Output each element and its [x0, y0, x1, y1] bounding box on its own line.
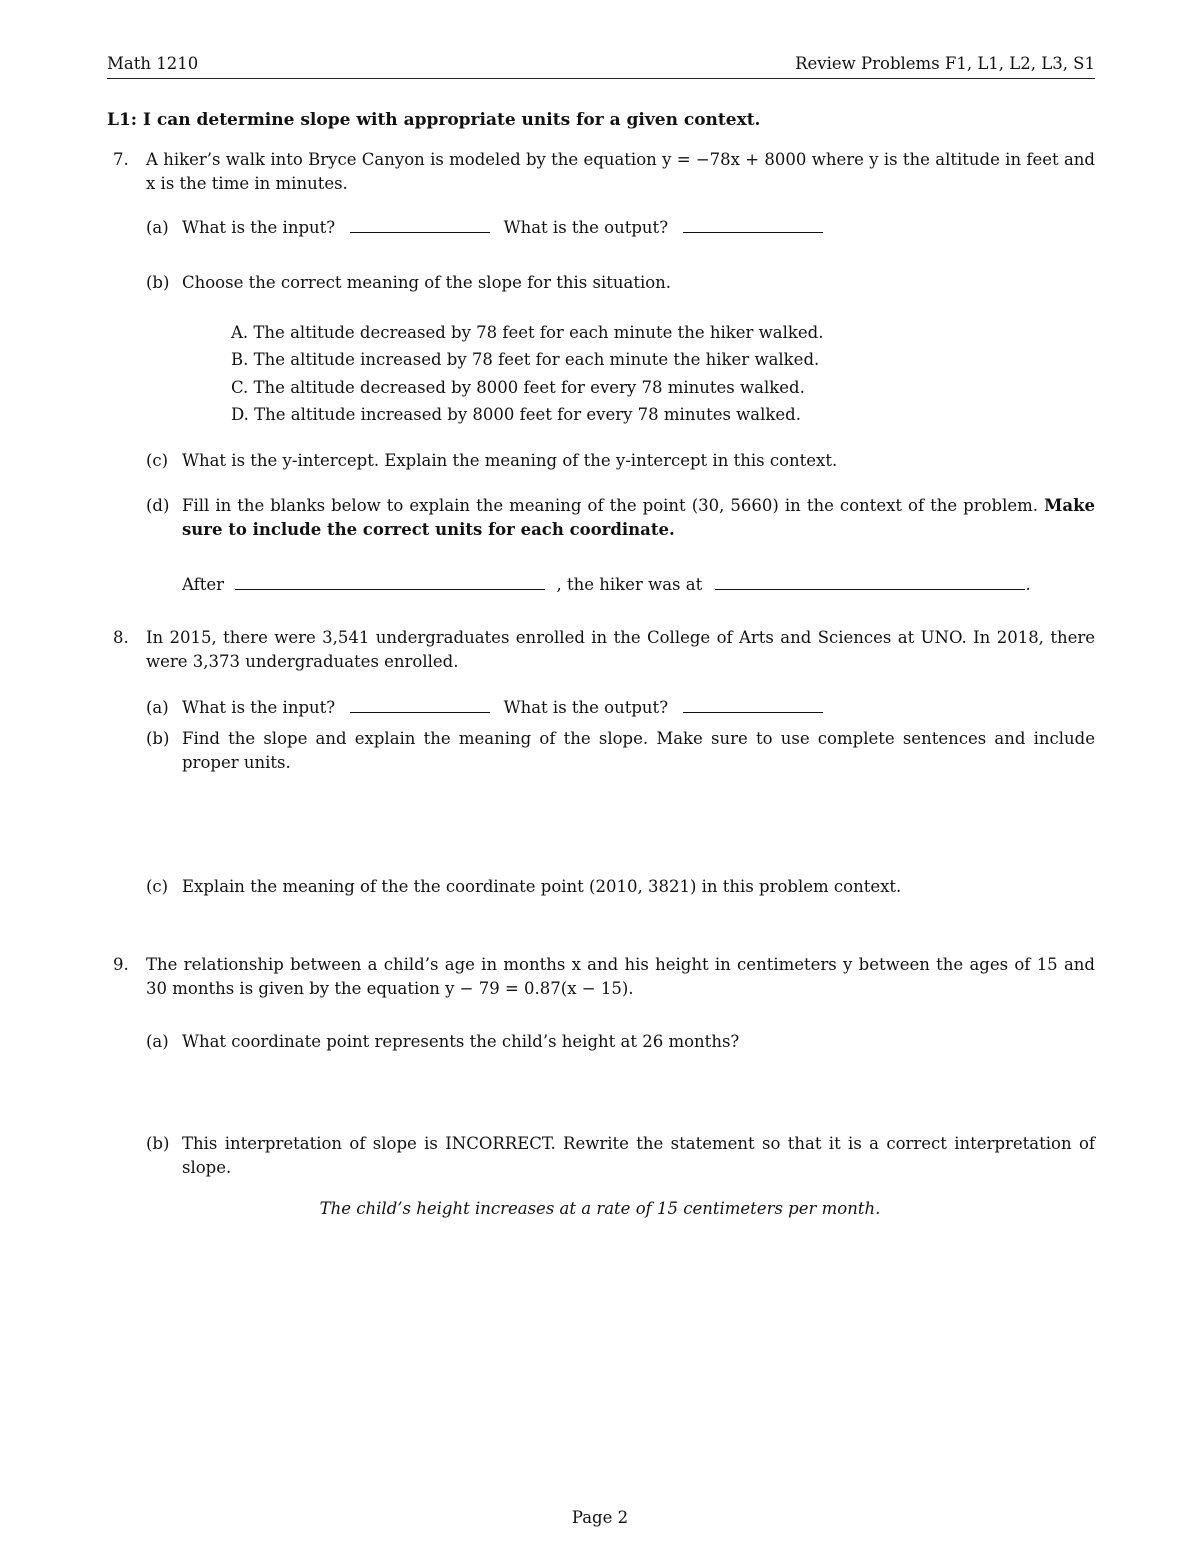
problem-8b-label: (b): [146, 729, 170, 748]
problem-8c-text: Explain the meaning of the the coordinate point (2010, 3821) in this problem context.: [182, 877, 902, 896]
problem-7b-label: (b): [146, 273, 170, 292]
problem-7a-label: (a): [146, 218, 169, 237]
option-b[interactable]: [231, 348, 819, 372]
time-blank[interactable]: [235, 573, 545, 590]
course-name: Math 1210: [107, 54, 199, 73]
output-blank[interactable]: [683, 216, 823, 233]
problem-8a-row: [182, 696, 823, 720]
problem-7d-text: [182, 494, 1095, 542]
problem-7-text: A hiker’s walk into Bryce Canyon is modeled by the equation y = −78x + 8000 where y is the altitude in feet and x is the time in minutes.: [146, 150, 1095, 193]
problem-7d-question: Fill in the blanks below to explain the meaning of the point (30, 5660) in the context of the problem.: [182, 496, 1039, 515]
option-letter: B.: [231, 350, 249, 369]
problem-7d-label: (d): [146, 496, 170, 515]
input-question: What is the input?: [182, 218, 336, 237]
problem-8-number: 8.: [113, 628, 129, 647]
after-label: After: [182, 575, 225, 594]
input-blank[interactable]: [350, 696, 490, 713]
option-text: The altitude decreased by 78 feet for each minute the hiker walked.: [253, 323, 824, 342]
fill-in-sentence: [182, 573, 1031, 597]
option-a[interactable]: [231, 321, 823, 345]
section-title: L1: I can determine slope with appropriate units for a given context.: [107, 110, 761, 130]
sentence-period: .: [1025, 575, 1031, 594]
page-number: Page 2: [571, 1508, 629, 1527]
problem-7c-text: What is the y-intercept. Explain the meaning of the y-intercept in this context.: [182, 451, 838, 470]
altitude-blank[interactable]: [715, 573, 1025, 590]
problem-9b-text: This interpretation of slope is INCORRECT. Rewrite the statement so that it is a correct interpretation of slope.: [182, 1134, 1095, 1177]
problem-9a-label: (a): [146, 1032, 169, 1051]
problem-8c-label: (c): [146, 877, 169, 896]
problem-9b-label: (b): [146, 1134, 170, 1153]
problem-7-number: 7.: [113, 150, 129, 169]
output-question: What is the output?: [503, 698, 669, 717]
option-c[interactable]: [231, 376, 805, 400]
problem-7b-text: Choose the correct meaning of the slope for this situation.: [182, 273, 672, 292]
problem-8a-label: (a): [146, 698, 169, 717]
option-letter: A.: [231, 323, 249, 342]
problem-7d-emphasis: Make sure to include the correct units for each coordinate.: [182, 496, 1095, 539]
input-blank[interactable]: [350, 216, 490, 233]
problem-7a-row: [182, 216, 823, 240]
output-question: What is the output?: [503, 218, 669, 237]
option-d[interactable]: [231, 403, 801, 427]
problem-9-number: 9.: [113, 955, 129, 974]
output-blank[interactable]: [683, 696, 823, 713]
problem-7c-label: (c): [146, 451, 169, 470]
problem-9-text: The relationship between a child’s age in months x and his height in centimeters y between the ages of 15 and 30 months is given by the equation y − 79 = 0.87(x − 15).: [146, 955, 1095, 998]
problem-9a-text: What coordinate point represents the child’s height at 26 months?: [182, 1032, 740, 1051]
option-letter: D.: [231, 405, 249, 424]
option-letter: C.: [231, 378, 249, 397]
input-question: What is the input?: [182, 698, 336, 717]
header-title: Review Problems F1, L1, L2, L3, S1: [795, 54, 1095, 73]
page-header: [107, 52, 1095, 79]
option-text: The altitude increased by 8000 feet for every 78 minutes walked.: [254, 405, 801, 424]
option-text: The altitude increased by 78 feet for each minute the hiker walked.: [253, 350, 820, 369]
option-text: The altitude decreased by 8000 feet for every 78 minutes walked.: [253, 378, 805, 397]
problem-8b-text: Find the slope and explain the meaning of the slope. Make sure to use complete sentences and include proper units.: [182, 729, 1095, 772]
hiker-label: , the hiker was at: [556, 575, 703, 594]
incorrect-statement: The child’s height increases at a rate of 15 centimeters per month.: [319, 1199, 881, 1218]
problem-8-text: In 2015, there were 3,541 undergraduates enrolled in the College of Arts and Sciences at UNO. In 2018, there were 3,373 undergraduates enrolled.: [146, 628, 1095, 671]
